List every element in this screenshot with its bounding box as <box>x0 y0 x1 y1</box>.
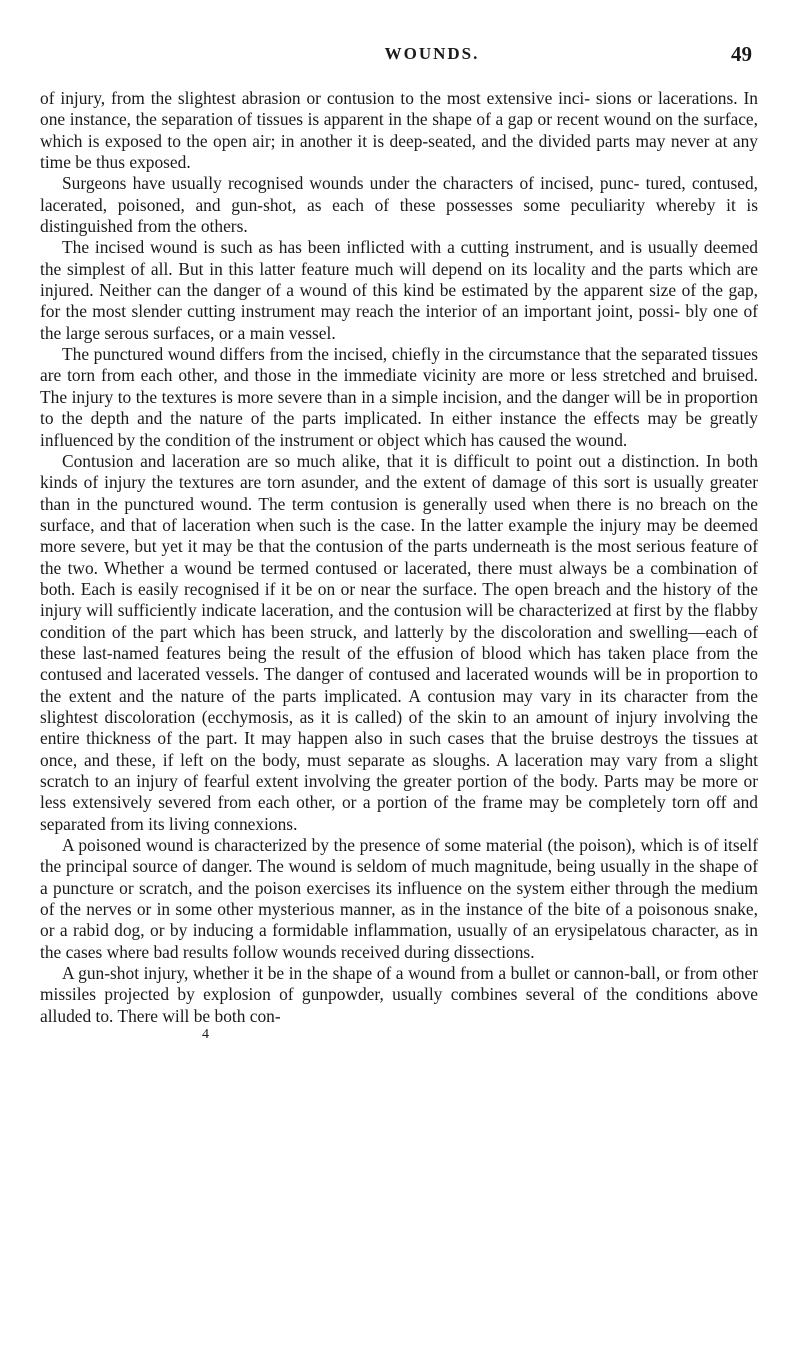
paragraph-contusion: Contusion and laceration are so much alike, that it is difficult to point out a distinction. In both kinds of injury the textures are torn asunder, and the extent of damage of this sort is usually greater than in the punctured wound. The term contusion is generally used when there is no breach on the surface, and that of laceration when such is the case. In the latter example the injury may be deemed more severe, but yet it may be that the contusion of the parts underneath is the most serious feature of the two. Whether a wound be termed contused or lacerated, there must always be a combination of both. Each is easily recognised if it be on or near the surface. The open breach and the history of the injury will sufficiently indicate laceration, and the contusion will be characterized at first by the flabby condition of the part which has been struck, and latterly by the discoloration and swelling—each of these last-named features being the result of the effusion of blood which has taken place from the contused and lacerated vessels. The danger of contused and lacerated wounds will be in proportion to the extent and the nature of the parts implicated. A contusion may vary in its character from the slightest discoloration (ecchymosis, as it is called) of the skin to an amount of injury involving the entire thickness of the part. It may happen also in such cases that the bruise destroys the tissues at once, and these, if left on the body, must separate as sloughs. A laceration may vary from a slight scratch to an injury of fearful extent involving the greater portion of the body. Parts may be more or less extensively severed from each other, or a portion of the frame may be completely torn off and separated from its living connexions. <box>40 450 758 834</box>
running-head <box>40 44 758 72</box>
page <box>40 44 758 1043</box>
signature-mark: 4 <box>202 1027 209 1043</box>
paragraph-punctured: The punctured wound differs from the incised, chiefly in the circumstance that the separated tissues are torn from each other, and those in the immediate vicinity are more or less stretched and bruised. The injury to the textures is more severe than in a simple incision, and the danger will be in proportion to the depth and the nature of the parts implicated. In either instance the effects may be greatly influenced by the condition of the instrument or object which has caused the wound. <box>40 344 758 450</box>
paragraph-poisoned: A poisoned wound is characterized by the presence of some material (the poison), which is of itself the principal source of danger. The wound is seldom of much magnitude, being usually in the shape of a puncture or scratch, and the poison exercises its influence on the system either through the medium of the nerves or in some other mysterious manner, as in the instance of the bite of a poisonous snake, or a rabid dog, or by inducing a formidable inflammation, usually of an erysipelatous character, as in the cases where bad results follow wounds received during dissections. <box>40 835 758 962</box>
body-text <box>40 88 758 1027</box>
page-number: 49 <box>731 42 752 66</box>
paragraph-gunshot: A gun-shot injury, whether it be in the shape of a wound from a bullet or cannon-ball, or from other missiles projected by explosion of gunpowder, usually combines several of the conditions above alluded to. There will be both con- <box>40 963 758 1026</box>
paragraph-incised: The incised wound is such as has been inflicted with a cutting instrument, and is usually deemed the simplest of all. But in this latter feature much will depend on its locality and the parts which are injured. Neither can the danger of a wound of this kind be estimated by the apparent size of the gap, for the most slender cutting instrument may reach the interior of an important joint, possi- bly one of the large serous surfaces, or a main vessel. <box>40 237 758 343</box>
paragraph-intro: of injury, from the slightest abrasion or contusion to the most extensive inci- sions or lacerations. In one instance, the separation of tissues is apparent in the shape of a gap or recent wound on the surface, which is exposed to the open air; in another it is deep-seated, and the divided parts may never at any time be thus exposed. <box>40 88 758 173</box>
running-title: WOUNDS. <box>384 44 480 63</box>
paragraph-classification: Surgeons have usually recognised wounds under the characters of incised, punc- tured, contused, lacerated, poisoned, and gun-shot, as each of these possesses some peculiarity whereby it is distinguished from the others. <box>40 173 758 237</box>
